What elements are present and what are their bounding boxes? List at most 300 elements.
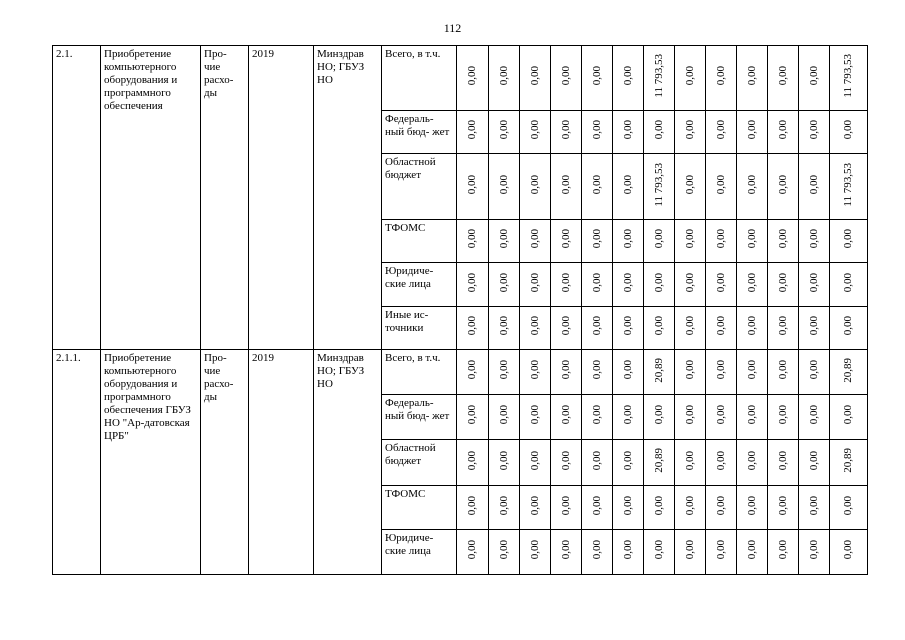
value-cell (799, 307, 830, 350)
value-cell (830, 486, 868, 530)
value-text: 0,00 (745, 174, 758, 195)
value-text: 0,00 (528, 540, 541, 560)
value-cell (582, 307, 613, 350)
value-cell (768, 111, 799, 154)
value-text: 11 793,53 (842, 162, 854, 207)
value-text: 0,00 (776, 405, 789, 425)
value-cell (457, 46, 489, 111)
value-cell (582, 395, 613, 440)
value-text: 0,00 (842, 120, 854, 140)
value-cell (675, 307, 706, 350)
value-cell (706, 111, 737, 154)
value-text: 0,00 (776, 495, 789, 516)
value-cell (675, 530, 706, 575)
value-cell (520, 46, 551, 111)
value-cell (551, 154, 582, 220)
value-text: 0,00 (621, 229, 634, 249)
value-text: 0,00 (842, 495, 854, 516)
value-cell (675, 350, 706, 395)
value-cell (830, 46, 868, 111)
value-text: 0,00 (528, 272, 541, 293)
value-cell (737, 395, 768, 440)
value-cell (799, 440, 830, 486)
value-text: 0,00 (776, 120, 789, 140)
value-text: 0,00 (528, 495, 541, 516)
value-cell (551, 530, 582, 575)
value-cell (799, 263, 830, 307)
value-text: 20,89 (842, 448, 854, 473)
value-cell (706, 220, 737, 263)
value-cell (489, 307, 520, 350)
value-text: 0,00 (807, 360, 820, 380)
value-cell (830, 440, 868, 486)
value-cell (489, 111, 520, 154)
value-cell (768, 154, 799, 220)
value-cell (551, 46, 582, 111)
value-text: 0,00 (652, 229, 665, 249)
value-text: 0,00 (842, 229, 854, 249)
funding-source: Областной бюджет (382, 154, 457, 220)
value-text: 0,00 (807, 450, 820, 471)
value-cell (613, 440, 644, 486)
value-cell (551, 395, 582, 440)
value-cell (799, 395, 830, 440)
value-cell (457, 486, 489, 530)
value-cell (737, 440, 768, 486)
value-text: 0,00 (652, 120, 665, 140)
value-text: 0,00 (466, 66, 478, 86)
value-text: 0,00 (528, 316, 541, 336)
value-cell (644, 111, 675, 154)
value-text: 0,00 (466, 450, 478, 471)
value-text: 0,00 (497, 405, 510, 425)
value-cell (551, 307, 582, 350)
value-cell (520, 350, 551, 395)
value-text: 0,00 (714, 229, 727, 249)
value-text: 20,89 (652, 448, 665, 473)
value-cell (613, 220, 644, 263)
value-text: 0,00 (590, 495, 603, 516)
value-cell (830, 530, 868, 575)
value-text: 0,00 (683, 540, 696, 560)
value-text: 0,00 (776, 450, 789, 471)
funding-source: Иные ис- точники (382, 307, 457, 350)
value-cell (706, 350, 737, 395)
value-text: 0,00 (807, 66, 820, 86)
value-text: 0,00 (842, 540, 854, 560)
value-text: 0,00 (528, 405, 541, 425)
value-text: 0,00 (776, 272, 789, 293)
value-cell (799, 46, 830, 111)
table-row (53, 46, 868, 111)
value-text: 0,00 (807, 120, 820, 140)
value-cell (706, 440, 737, 486)
value-text: 0,00 (842, 316, 854, 336)
value-text: 0,00 (683, 66, 696, 86)
value-text: 0,00 (745, 272, 758, 293)
value-cell (737, 530, 768, 575)
value-cell (551, 350, 582, 395)
funding-source: Областной бюджет (382, 440, 457, 486)
value-text: 0,00 (807, 229, 820, 249)
value-cell (520, 440, 551, 486)
value-cell (830, 350, 868, 395)
value-text: 0,00 (683, 405, 696, 425)
value-cell (675, 486, 706, 530)
value-cell (799, 154, 830, 220)
value-text: 0,00 (590, 229, 603, 249)
value-cell (457, 440, 489, 486)
value-text: 0,00 (683, 450, 696, 471)
value-text: 0,00 (745, 229, 758, 249)
value-text: 0,00 (559, 66, 572, 86)
value-cell (582, 530, 613, 575)
value-text: 0,00 (528, 360, 541, 380)
value-text: 0,00 (528, 174, 541, 195)
value-cell (489, 46, 520, 111)
value-cell (706, 486, 737, 530)
value-cell (582, 154, 613, 220)
value-text: 0,00 (714, 316, 727, 336)
value-text: 0,00 (466, 540, 478, 560)
value-text: 0,00 (683, 174, 696, 195)
value-cell (830, 395, 868, 440)
value-cell (644, 486, 675, 530)
value-cell (830, 307, 868, 350)
value-cell (768, 350, 799, 395)
value-text: 0,00 (466, 405, 478, 425)
value-text: 0,00 (497, 495, 510, 516)
value-cell (582, 263, 613, 307)
funding-source: ТФОМС (382, 486, 457, 530)
table-row (53, 350, 868, 395)
value-cell (489, 395, 520, 440)
value-cell (582, 486, 613, 530)
value-cell (613, 111, 644, 154)
value-text: 0,00 (466, 120, 478, 140)
value-text: 0,00 (683, 495, 696, 516)
value-cell (768, 220, 799, 263)
value-cell (675, 220, 706, 263)
value-cell (489, 530, 520, 575)
value-text: 0,00 (714, 272, 727, 293)
value-text: 0,00 (745, 495, 758, 516)
value-text: 0,00 (590, 272, 603, 293)
value-text: 0,00 (776, 360, 789, 380)
value-text: 11 793,53 (652, 162, 665, 207)
value-text: 0,00 (776, 229, 789, 249)
value-cell (830, 154, 868, 220)
value-text: 0,00 (590, 450, 603, 471)
value-text: 0,00 (621, 66, 634, 86)
value-cell (675, 263, 706, 307)
value-text: 0,00 (497, 174, 510, 195)
value-cell (520, 263, 551, 307)
value-text: 0,00 (590, 174, 603, 195)
value-text: 0,00 (745, 405, 758, 425)
value-cell (768, 307, 799, 350)
value-cell (582, 220, 613, 263)
value-text: 0,00 (559, 405, 572, 425)
value-cell (799, 111, 830, 154)
value-text: 0,00 (466, 360, 478, 380)
value-cell (457, 111, 489, 154)
value-cell (582, 111, 613, 154)
value-cell (489, 350, 520, 395)
value-cell (830, 220, 868, 263)
value-text: 0,00 (745, 120, 758, 140)
value-cell (799, 220, 830, 263)
value-text: 0,00 (745, 66, 758, 86)
value-text: 0,00 (683, 272, 696, 293)
value-cell (737, 350, 768, 395)
value-text: 0,00 (842, 405, 854, 425)
value-cell (457, 263, 489, 307)
value-text: 0,00 (590, 316, 603, 336)
value-text: 0,00 (559, 495, 572, 516)
value-cell (582, 440, 613, 486)
budget-table (52, 45, 868, 575)
value-text: 0,00 (590, 120, 603, 140)
value-cell (489, 220, 520, 263)
value-cell (551, 263, 582, 307)
value-text: 0,00 (528, 229, 541, 249)
value-cell (830, 111, 868, 154)
value-text: 0,00 (621, 174, 634, 195)
funding-source: Юридиче- ские лица (382, 263, 457, 307)
value-cell (457, 395, 489, 440)
value-text: 0,00 (683, 120, 696, 140)
value-cell (706, 307, 737, 350)
funding-source: Федераль- ный бюд- жет (382, 111, 457, 154)
funding-source: ТФОМС (382, 220, 457, 263)
value-text: 0,00 (466, 316, 478, 336)
value-cell (768, 530, 799, 575)
value-cell (644, 350, 675, 395)
value-cell (489, 154, 520, 220)
value-cell (768, 263, 799, 307)
value-cell (582, 350, 613, 395)
value-text: 0,00 (466, 174, 478, 195)
value-text: 0,00 (497, 316, 510, 336)
value-cell (520, 154, 551, 220)
value-text: 0,00 (807, 174, 820, 195)
value-text: 0,00 (590, 405, 603, 425)
value-text: 0,00 (714, 360, 727, 380)
value-cell (551, 111, 582, 154)
value-text: 0,00 (714, 405, 727, 425)
expense-type: Про- чие расхо- ды (201, 46, 249, 350)
value-text: 0,00 (497, 272, 510, 293)
value-text: 0,00 (497, 450, 510, 471)
value-text: 0,00 (652, 316, 665, 336)
value-cell (520, 395, 551, 440)
value-text: 0,00 (559, 360, 572, 380)
value-cell (551, 220, 582, 263)
value-text: 20,89 (652, 357, 665, 383)
value-text: 0,00 (714, 450, 727, 471)
value-cell (489, 263, 520, 307)
value-cell (675, 395, 706, 440)
value-cell (799, 486, 830, 530)
value-cell (520, 530, 551, 575)
value-cell (799, 530, 830, 575)
value-text: 0,00 (621, 316, 634, 336)
value-text: 0,00 (621, 360, 634, 380)
value-cell (644, 530, 675, 575)
value-text: 0,00 (559, 120, 572, 140)
value-text: 0,00 (652, 495, 665, 516)
value-cell (613, 46, 644, 111)
funding-source: Всего, в т.ч. (382, 350, 457, 395)
value-text: 0,00 (466, 229, 478, 249)
value-text: 0,00 (497, 120, 510, 140)
value-text: 0,00 (621, 495, 634, 516)
section-name: Приобретение компьютерного оборудования и программного обеспечения (101, 46, 201, 350)
section-number: 2.1.1. (53, 350, 101, 575)
value-text: 0,00 (652, 540, 665, 560)
value-cell (520, 486, 551, 530)
value-text: 0,00 (559, 540, 572, 560)
value-text: 0,00 (842, 272, 854, 293)
value-text: 11 793,53 (652, 54, 665, 98)
value-cell (675, 46, 706, 111)
value-cell (768, 440, 799, 486)
value-cell (830, 263, 868, 307)
value-text: 0,00 (528, 450, 541, 471)
value-cell (799, 350, 830, 395)
value-cell (644, 440, 675, 486)
value-text: 0,00 (714, 120, 727, 140)
value-cell (737, 486, 768, 530)
value-cell (613, 307, 644, 350)
value-text: 0,00 (683, 316, 696, 336)
value-cell (613, 263, 644, 307)
value-text: 0,00 (776, 540, 789, 560)
value-text: 0,00 (590, 360, 603, 380)
value-cell (520, 111, 551, 154)
value-text: 0,00 (745, 450, 758, 471)
value-text: 0,00 (776, 174, 789, 195)
value-cell (457, 350, 489, 395)
value-text: 0,00 (497, 360, 510, 380)
value-cell (489, 486, 520, 530)
value-cell (489, 440, 520, 486)
value-text: 0,00 (807, 272, 820, 293)
value-cell (613, 350, 644, 395)
value-cell (706, 530, 737, 575)
value-text: 0,00 (621, 272, 634, 293)
value-text: 0,00 (652, 272, 665, 293)
page-number: 112 (443, 21, 462, 35)
value-text: 0,00 (497, 229, 510, 249)
value-cell (644, 220, 675, 263)
value-cell (457, 220, 489, 263)
value-text: 0,00 (466, 272, 478, 293)
value-cell (737, 307, 768, 350)
value-text: 0,00 (776, 66, 789, 86)
value-cell (457, 307, 489, 350)
value-cell (768, 486, 799, 530)
value-text: 0,00 (714, 540, 727, 560)
value-text: 0,00 (683, 360, 696, 380)
value-text: 0,00 (497, 540, 510, 560)
value-cell (675, 440, 706, 486)
section-name: Приобретение компьютерного оборудования и программного обеспечения ГБУЗ НО "Ар-датовская ЦРБ" (101, 350, 201, 575)
value-cell (613, 154, 644, 220)
value-cell (644, 307, 675, 350)
value-cell (613, 395, 644, 440)
value-text: 0,00 (621, 540, 634, 560)
value-text: 0,00 (807, 316, 820, 336)
value-text: 0,00 (745, 540, 758, 560)
value-text: 0,00 (559, 316, 572, 336)
value-text: 0,00 (590, 540, 603, 560)
value-text: 0,00 (590, 66, 603, 86)
value-text: 0,00 (559, 229, 572, 249)
value-text: 0,00 (807, 495, 820, 516)
value-text: 0,00 (528, 120, 541, 140)
value-text: 0,00 (497, 66, 510, 86)
value-cell (737, 220, 768, 263)
value-text: 0,00 (807, 540, 820, 560)
value-text: 0,00 (745, 360, 758, 380)
value-text: 0,00 (621, 405, 634, 425)
value-cell (675, 154, 706, 220)
value-text: 0,00 (714, 495, 727, 516)
value-cell (706, 46, 737, 111)
section-year: 2019 (249, 350, 314, 575)
expense-type: Про- чие расхо- ды (201, 350, 249, 575)
value-cell (768, 395, 799, 440)
value-text: 20,89 (842, 357, 854, 383)
value-text: 0,00 (621, 450, 634, 471)
value-cell (706, 154, 737, 220)
value-text: 0,00 (528, 66, 541, 86)
value-cell (706, 395, 737, 440)
value-cell (520, 220, 551, 263)
value-cell (457, 530, 489, 575)
value-text: 0,00 (776, 316, 789, 336)
value-text: 0,00 (466, 495, 478, 516)
funding-source: Юридиче- ские лица (382, 530, 457, 575)
value-text: 0,00 (652, 405, 665, 425)
funding-source: Всего, в т.ч. (382, 46, 457, 111)
value-cell (737, 46, 768, 111)
value-cell (737, 111, 768, 154)
value-text: 0,00 (559, 174, 572, 195)
value-cell (551, 440, 582, 486)
value-cell (737, 263, 768, 307)
value-cell (582, 46, 613, 111)
value-text: 11 793,53 (842, 54, 854, 98)
value-cell (768, 46, 799, 111)
value-text: 0,00 (559, 450, 572, 471)
value-cell (644, 46, 675, 111)
executor: Минздрав НО; ГБУЗ НО (314, 350, 382, 575)
value-cell (457, 154, 489, 220)
value-cell (644, 263, 675, 307)
value-cell (551, 486, 582, 530)
value-cell (644, 154, 675, 220)
value-cell (613, 486, 644, 530)
value-text: 0,00 (807, 405, 820, 425)
value-text: 0,00 (621, 120, 634, 140)
value-text: 0,00 (745, 316, 758, 336)
value-cell (644, 395, 675, 440)
funding-source: Федераль- ный бюд- жет (382, 395, 457, 440)
value-cell (520, 307, 551, 350)
